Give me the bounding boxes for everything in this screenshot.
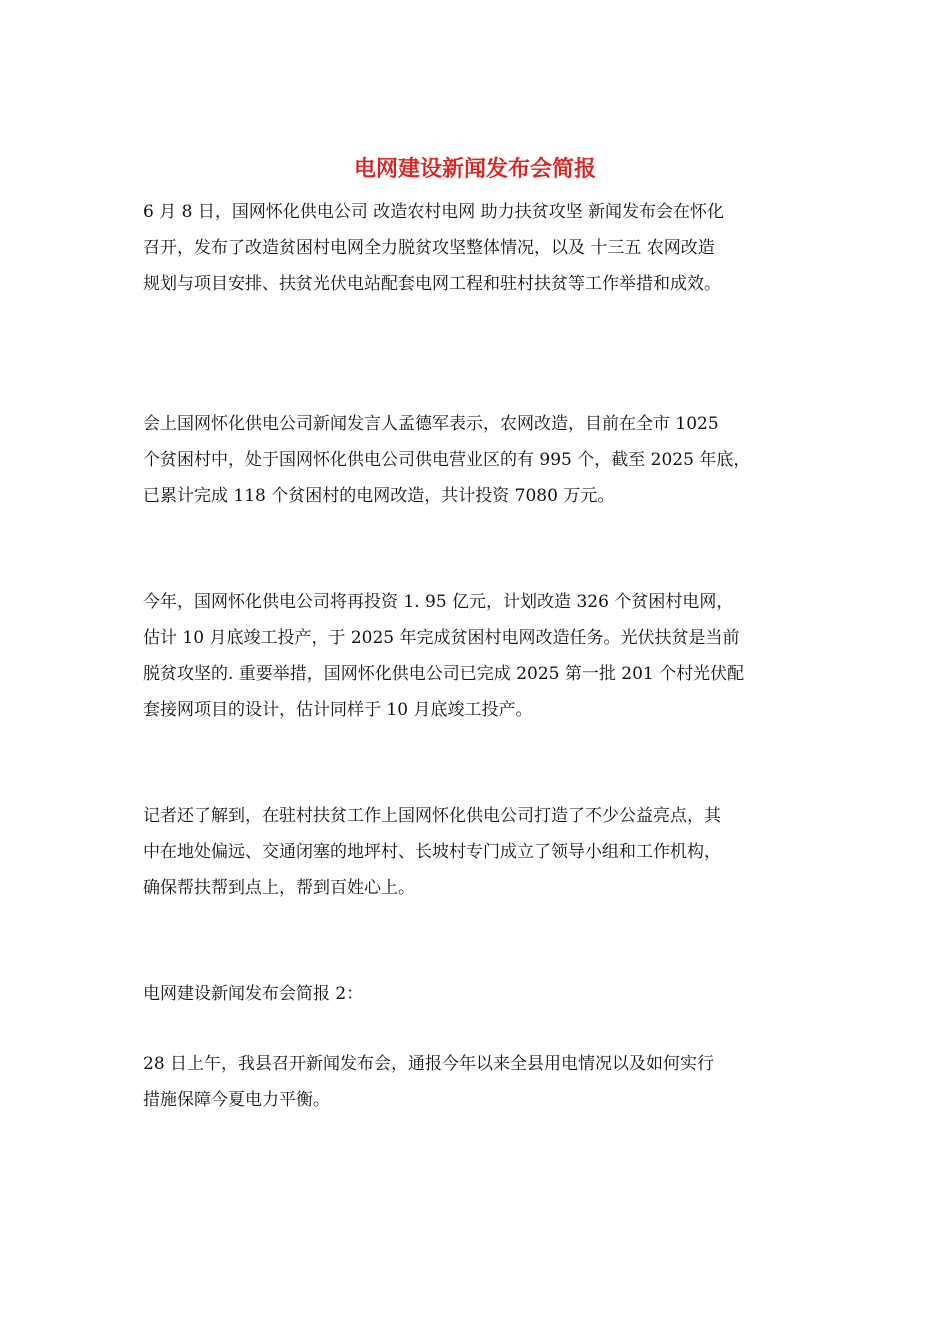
paragraph-subtitle-2	[143, 976, 805, 1012]
document-title: 电网建设新闻发布会简报	[353, 156, 596, 182]
paragraph-line: 规划与项目安排、扶贫光伏电站配套电网工程和驻村扶贫等工作举措和成效。	[143, 274, 721, 294]
paragraph-line: 中在地处偏远、交通闭塞的地坪村、长坡村专门成立了领导小组和工作机构，	[143, 842, 721, 862]
paragraph-line: 6 月 8 日，国网怀化供电公司 改造农村电网 助力扶贫攻坚 新闻发布会在怀化	[143, 202, 725, 222]
paragraph-line: 电网建设新闻发布会简报 2：	[143, 984, 364, 1004]
paragraph-line: 估计 10 月底竣工投产，于 2025 年完成贫困村电网改造任务。光伏扶贫是当前	[143, 628, 740, 648]
paragraph-line: 套接网项目的设计，估计同样于 10 月底竣工投产。	[143, 700, 533, 720]
paragraph-line: 会上国网怀化供电公司新闻发言人孟德军表示，农网改造，目前在全市 1025	[143, 414, 719, 434]
paragraph-line: 召开，发布了改造贫困村电网全力脱贫攻坚整体情况，以及 十三五 农网改造	[143, 238, 715, 258]
paragraph-line: 今年，国网怀化供电公司将再投资 1. 95 亿元，计划改造 326 个贫困村电网，	[143, 592, 734, 612]
paragraph-village-aid	[143, 798, 805, 906]
paragraph-line: 记者还了解到，在驻村扶贫工作上国网怀化供电公司打造了不少公益亮点，其	[143, 806, 721, 826]
paragraph-line: 个贫困村中，处于国网怀化供电公司供电营业区的有 995 个，截至 2025 年底，	[143, 450, 751, 470]
paragraph-line: 28 日上午，我县召开新闻发布会，通报今年以来全县用电情况以及如何实行	[143, 1054, 715, 1074]
paragraph-spokesperson	[143, 406, 805, 514]
paragraph-line: 已累计完成 118 个贫困村的电网改造，共计投资 7080 万元。	[143, 486, 615, 506]
paragraph-line: 确保帮扶帮到点上，帮到百姓心上。	[143, 878, 415, 898]
paragraph-line: 措施保障今夏电力平衡。	[143, 1090, 330, 1110]
paragraph-intro	[143, 194, 805, 302]
paragraph-line: 脱贫攻坚的. 重要举措，国网怀化供电公司已完成 2025 第一批 201 个村光伏配	[143, 664, 745, 684]
paragraph-investment	[143, 584, 805, 728]
paragraph-county-briefing	[143, 1046, 805, 1118]
